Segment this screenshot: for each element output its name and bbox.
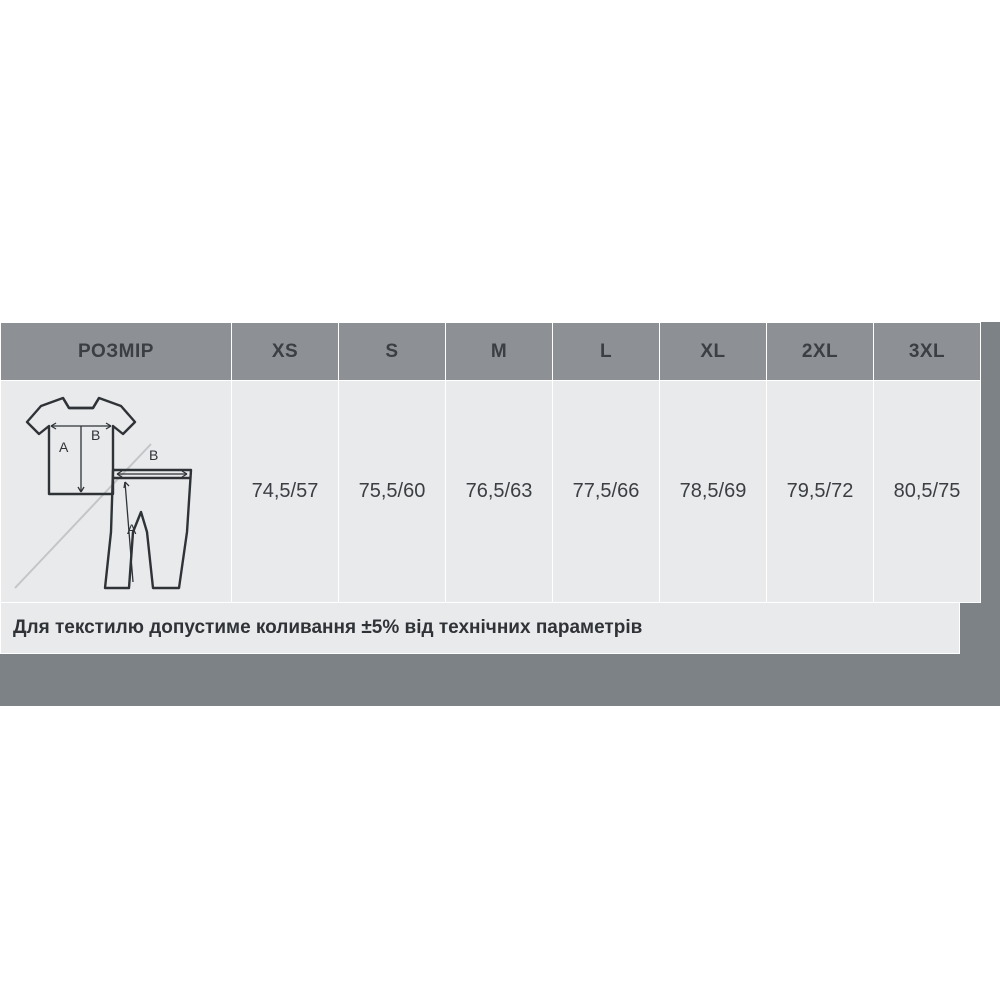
value-2xl: 79,5/72 xyxy=(767,381,874,603)
pants-label-b: B xyxy=(149,446,159,463)
header-size-xs: XS xyxy=(232,323,339,381)
tolerance-note: Для текстилю допустиме коливання ±5% від технічних параметрів xyxy=(0,603,960,654)
value-s: 75,5/60 xyxy=(339,381,446,603)
table-header-row xyxy=(1,323,981,381)
header-size-m: M xyxy=(446,323,553,381)
header-size-s: S xyxy=(339,323,446,381)
pants-label-a: A xyxy=(127,520,137,537)
table-row xyxy=(1,381,981,603)
size-table-head xyxy=(1,323,981,381)
size-table-body xyxy=(1,381,981,603)
header-size-xl: XL xyxy=(660,323,767,381)
header-size-2xl: 2XL xyxy=(767,323,874,381)
value-m: 76,5/63 xyxy=(446,381,553,603)
value-xl: 78,5/69 xyxy=(660,381,767,603)
tshirt-and-pants-icon xyxy=(1,382,227,602)
value-xs: 74,5/57 xyxy=(232,381,339,603)
size-chart-block xyxy=(0,322,1000,706)
measurement-diagram-cell xyxy=(1,381,232,603)
header-size-label: РОЗМІР xyxy=(1,323,232,381)
tshirt-label-b: B xyxy=(91,426,101,443)
size-table xyxy=(0,322,981,603)
size-chart-inner xyxy=(0,322,1000,706)
header-size-3xl: 3XL xyxy=(874,323,981,381)
value-l: 77,5/66 xyxy=(553,381,660,603)
value-3xl: 80,5/75 xyxy=(874,381,981,603)
tshirt-label-a: A xyxy=(59,438,69,455)
header-size-l: L xyxy=(553,323,660,381)
chart-bottom-padding xyxy=(0,654,1000,706)
